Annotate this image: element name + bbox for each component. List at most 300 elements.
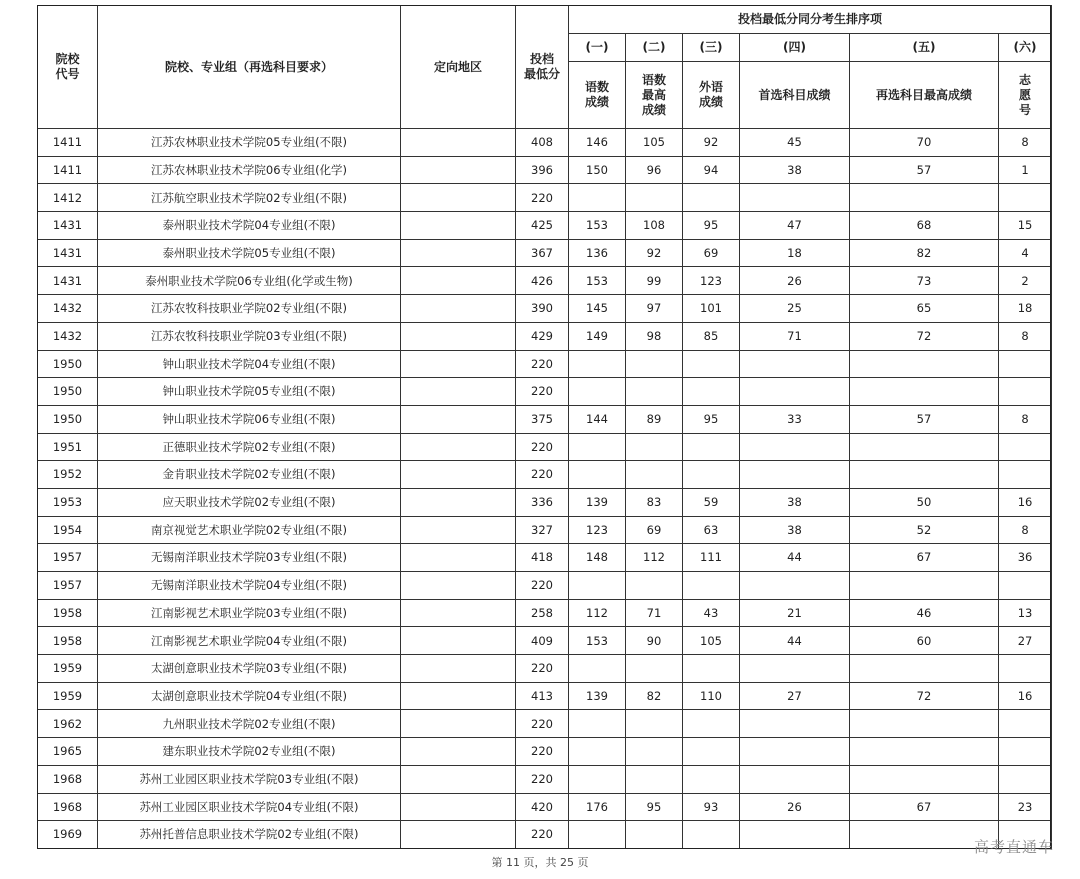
cell-first-subject: 38: [740, 488, 850, 516]
cell-first-subject: [740, 572, 850, 600]
cell-preference-number: [999, 433, 1052, 461]
cell-first-subject: 27: [740, 682, 850, 710]
cell-region: [401, 710, 516, 738]
cell-name: 苏州托普信息职业技术学院02专业组(不限): [98, 821, 401, 849]
cell-foreign-language: [683, 350, 740, 378]
cell-preference-number: 8: [999, 516, 1052, 544]
cell-chinese-math-max: 82: [626, 682, 683, 710]
cell-code: 1412: [38, 184, 98, 212]
cell-preference-number: [999, 738, 1052, 766]
cell-code: 1962: [38, 710, 98, 738]
cell-chinese-math-max: 92: [626, 239, 683, 267]
cell-first-subject: [740, 765, 850, 793]
cell-name: 无锡南洋职业技术学院03专业组(不限): [98, 544, 401, 572]
cell-first-subject: 26: [740, 267, 850, 295]
cell-chinese-math: [569, 378, 626, 406]
cell-chinese-math-max: [626, 184, 683, 212]
table-row: [38, 572, 1052, 600]
cell-name: 泰州职业技术学院05专业组(不限): [98, 239, 401, 267]
cell-region: [401, 488, 516, 516]
cell-min-score: 420: [516, 793, 569, 821]
cell-chinese-math: 123: [569, 516, 626, 544]
header-c6-line1: 志: [1019, 72, 1032, 87]
cell-chinese-math-max: 112: [626, 544, 683, 572]
cell-first-subject: 25: [740, 295, 850, 323]
cell-first-subject: 47: [740, 212, 850, 240]
cell-region: [401, 655, 516, 683]
cell-code: 1959: [38, 655, 98, 683]
cell-name: 钟山职业技术学院06专业组(不限): [98, 405, 401, 433]
cell-preference-number: [999, 655, 1052, 683]
header-c1-line1: 语数: [584, 80, 609, 94]
cell-code: 1431: [38, 239, 98, 267]
table-body: [38, 129, 1052, 849]
cell-elective-max: 68: [850, 212, 999, 240]
cell-min-score: 396: [516, 156, 569, 184]
cell-foreign-language: [683, 572, 740, 600]
cell-region: [401, 184, 516, 212]
cell-region: [401, 295, 516, 323]
table-row: [38, 267, 1052, 295]
header-min-line1: 投档: [529, 52, 554, 66]
cell-first-subject: 26: [740, 793, 850, 821]
header-c2-line1: 语数: [641, 72, 666, 87]
cell-code: 1958: [38, 627, 98, 655]
cell-min-score: 409: [516, 627, 569, 655]
table-row: [38, 129, 1052, 157]
cell-min-score: 336: [516, 488, 569, 516]
cell-preference-number: 1: [999, 156, 1052, 184]
cell-code: 1952: [38, 461, 98, 489]
cell-min-score: 425: [516, 212, 569, 240]
cell-chinese-math: [569, 572, 626, 600]
cell-elective-max: 67: [850, 544, 999, 572]
table-row: [38, 322, 1052, 350]
cell-min-score: 220: [516, 184, 569, 212]
cell-preference-number: 16: [999, 682, 1052, 710]
header-c3-line2: 成绩: [698, 95, 723, 109]
cell-elective-max: [850, 378, 999, 406]
cell-chinese-math: 150: [569, 156, 626, 184]
cell-first-subject: [740, 184, 850, 212]
cell-code: 1968: [38, 765, 98, 793]
cell-min-score: 220: [516, 350, 569, 378]
cell-name: 江苏航空职业技术学院02专业组(不限): [98, 184, 401, 212]
table-row: [38, 156, 1052, 184]
cell-elective-max: 65: [850, 295, 999, 323]
cell-preference-number: 16: [999, 488, 1052, 516]
cell-chinese-math: 153: [569, 267, 626, 295]
cell-elective-max: [850, 710, 999, 738]
cell-region: [401, 212, 516, 240]
cell-code: 1968: [38, 793, 98, 821]
table-row: [38, 184, 1052, 212]
cell-elective-max: [850, 184, 999, 212]
cell-code: 1950: [38, 378, 98, 406]
cell-first-subject: 44: [740, 627, 850, 655]
cell-chinese-math: 176: [569, 793, 626, 821]
cell-elective-max: 57: [850, 156, 999, 184]
cell-first-subject: [740, 821, 850, 849]
cell-min-score: 220: [516, 765, 569, 793]
cell-region: [401, 572, 516, 600]
cell-chinese-math: 139: [569, 488, 626, 516]
cell-region: [401, 544, 516, 572]
cell-foreign-language: 85: [683, 322, 740, 350]
cell-first-subject: 21: [740, 599, 850, 627]
cell-foreign-language: 110: [683, 682, 740, 710]
cell-chinese-math-max: [626, 461, 683, 489]
cell-min-score: 429: [516, 322, 569, 350]
cell-region: [401, 627, 516, 655]
cell-region: [401, 599, 516, 627]
cell-elective-max: [850, 738, 999, 766]
cell-region: [401, 821, 516, 849]
cell-chinese-math-max: 95: [626, 793, 683, 821]
cell-region: [401, 793, 516, 821]
header-tie-break-title: 投档最低分同分考生排序项: [569, 6, 1052, 34]
cell-region: [401, 461, 516, 489]
cell-name: 钟山职业技术学院05专业组(不限): [98, 378, 401, 406]
cell-first-subject: [740, 655, 850, 683]
cell-elective-max: [850, 572, 999, 600]
cell-name: 江南影视艺术职业学院04专业组(不限): [98, 627, 401, 655]
cell-elective-max: 73: [850, 267, 999, 295]
cell-elective-max: [850, 655, 999, 683]
header-c3-line1: 外语: [698, 80, 723, 94]
cell-foreign-language: [683, 378, 740, 406]
cell-region: [401, 156, 516, 184]
header-code: [38, 6, 98, 129]
cell-foreign-language: [683, 184, 740, 212]
cell-foreign-language: [683, 710, 740, 738]
cell-chinese-math-max: 96: [626, 156, 683, 184]
cell-chinese-math-max: [626, 710, 683, 738]
cell-first-subject: 71: [740, 322, 850, 350]
header-c2-line3: 成绩: [641, 102, 666, 117]
cell-preference-number: 8: [999, 129, 1052, 157]
cell-elective-max: 82: [850, 239, 999, 267]
cell-preference-number: [999, 572, 1052, 600]
cell-min-score: 220: [516, 572, 569, 600]
cell-chinese-math-max: 69: [626, 516, 683, 544]
cell-foreign-language: 94: [683, 156, 740, 184]
cell-name: 建东职业技术学院02专业组(不限): [98, 738, 401, 766]
cell-chinese-math: 149: [569, 322, 626, 350]
cell-chinese-math: [569, 821, 626, 849]
admission-score-table: [37, 5, 1052, 849]
cell-foreign-language: 92: [683, 129, 740, 157]
cell-preference-number: [999, 378, 1052, 406]
cell-name: 江苏农林职业技术学院05专业组(不限): [98, 129, 401, 157]
cell-preference-number: 36: [999, 544, 1052, 572]
cell-region: [401, 516, 516, 544]
header-preference-number: [999, 62, 1052, 129]
header-min-line2: 最低分: [523, 67, 560, 81]
header-chinese-math-max: [626, 62, 683, 129]
cell-name: 泰州职业技术学院06专业组(化学或生物): [98, 267, 401, 295]
cell-first-subject: [740, 433, 850, 461]
cell-region: [401, 738, 516, 766]
header-elective-max: 再选科目最高成绩: [850, 62, 999, 129]
table-row: [38, 821, 1052, 849]
cell-foreign-language: 123: [683, 267, 740, 295]
cell-chinese-math: [569, 738, 626, 766]
cell-elective-max: 52: [850, 516, 999, 544]
cell-min-score: 220: [516, 655, 569, 683]
cell-chinese-math-max: 89: [626, 405, 683, 433]
cell-name: 无锡南洋职业技术学院04专业组(不限): [98, 572, 401, 600]
cell-min-score: 390: [516, 295, 569, 323]
cell-code: 1957: [38, 544, 98, 572]
cell-preference-number: [999, 710, 1052, 738]
cell-foreign-language: 69: [683, 239, 740, 267]
cell-min-score: 220: [516, 378, 569, 406]
cell-preference-number: 2: [999, 267, 1052, 295]
header-c2-line2: 最高: [641, 87, 666, 102]
header-c1-line2: 成绩: [584, 95, 609, 109]
cell-code: 1431: [38, 267, 98, 295]
cell-code: 1957: [38, 572, 98, 600]
header-code-line1: 院校: [55, 52, 80, 66]
cell-preference-number: 8: [999, 405, 1052, 433]
cell-first-subject: 44: [740, 544, 850, 572]
cell-code: 1953: [38, 488, 98, 516]
cell-code: 1965: [38, 738, 98, 766]
cell-foreign-language: [683, 655, 740, 683]
table-row: [38, 738, 1052, 766]
cell-elective-max: 50: [850, 488, 999, 516]
cell-first-subject: 38: [740, 516, 850, 544]
cell-elective-max: [850, 461, 999, 489]
cell-preference-number: 27: [999, 627, 1052, 655]
cell-name: 金肯职业技术学院02专业组(不限): [98, 461, 401, 489]
table-row: [38, 239, 1052, 267]
cell-chinese-math-max: 99: [626, 267, 683, 295]
watermark: 高考直通车: [973, 838, 1054, 856]
cell-preference-number: [999, 765, 1052, 793]
cell-chinese-math-max: 97: [626, 295, 683, 323]
cell-first-subject: [740, 461, 850, 489]
cell-code: 1432: [38, 295, 98, 323]
cell-foreign-language: 95: [683, 212, 740, 240]
table-row: [38, 461, 1052, 489]
cell-code: 1950: [38, 405, 98, 433]
cell-elective-max: 57: [850, 405, 999, 433]
cell-code: 1411: [38, 156, 98, 184]
cell-chinese-math-max: [626, 572, 683, 600]
cell-min-score: 408: [516, 129, 569, 157]
cell-chinese-math-max: [626, 821, 683, 849]
cell-name: 正德职业技术学院02专业组(不限): [98, 433, 401, 461]
cell-elective-max: 72: [850, 682, 999, 710]
cell-elective-max: [850, 433, 999, 461]
cell-preference-number: [999, 184, 1052, 212]
table-row: [38, 710, 1052, 738]
cell-name: 九州职业技术学院02专业组(不限): [98, 710, 401, 738]
cell-region: [401, 350, 516, 378]
cell-min-score: 220: [516, 433, 569, 461]
cell-foreign-language: [683, 765, 740, 793]
cell-chinese-math-max: 71: [626, 599, 683, 627]
table-header: [38, 6, 1052, 129]
cell-code: 1951: [38, 433, 98, 461]
header-region: 定向地区: [401, 6, 516, 129]
table-row: [38, 516, 1052, 544]
header-foreign-language: [683, 62, 740, 129]
cell-name: 太湖创意职业技术学院03专业组(不限): [98, 655, 401, 683]
cell-min-score: 258: [516, 599, 569, 627]
cell-name: 江苏农牧科技职业学院02专业组(不限): [98, 295, 401, 323]
cell-region: [401, 765, 516, 793]
cell-chinese-math: 146: [569, 129, 626, 157]
cell-name: 钟山职业技术学院04专业组(不限): [98, 350, 401, 378]
cell-first-subject: 18: [740, 239, 850, 267]
cell-name: 苏州工业园区职业技术学院04专业组(不限): [98, 793, 401, 821]
cell-code: 1954: [38, 516, 98, 544]
cell-region: [401, 267, 516, 295]
cell-elective-max: [850, 350, 999, 378]
cell-chinese-math: [569, 765, 626, 793]
table-row: [38, 378, 1052, 406]
cell-first-subject: [740, 738, 850, 766]
cell-name: 江苏农牧科技职业学院03专业组(不限): [98, 322, 401, 350]
cell-preference-number: 23: [999, 793, 1052, 821]
cell-chinese-math-max: [626, 738, 683, 766]
cell-name: 泰州职业技术学院04专业组(不限): [98, 212, 401, 240]
header-code-line2: 代号: [55, 67, 80, 81]
cell-foreign-language: 59: [683, 488, 740, 516]
cell-chinese-math: 145: [569, 295, 626, 323]
cell-first-subject: [740, 378, 850, 406]
cell-name: 苏州工业园区职业技术学院03专业组(不限): [98, 765, 401, 793]
cell-foreign-language: 111: [683, 544, 740, 572]
cell-first-subject: [740, 350, 850, 378]
page-footer: 第 11 页，共 25 页: [491, 856, 589, 869]
cell-preference-number: 13: [999, 599, 1052, 627]
cell-min-score: 220: [516, 710, 569, 738]
cell-chinese-math-max: [626, 433, 683, 461]
header-sub-1: (一): [569, 34, 626, 62]
cell-min-score: 418: [516, 544, 569, 572]
cell-foreign-language: [683, 738, 740, 766]
header-chinese-math: [569, 62, 626, 129]
cell-first-subject: 45: [740, 129, 850, 157]
cell-min-score: 367: [516, 239, 569, 267]
cell-region: [401, 378, 516, 406]
cell-chinese-math: 148: [569, 544, 626, 572]
cell-min-score: 426: [516, 267, 569, 295]
table-row: [38, 682, 1052, 710]
cell-code: 1959: [38, 682, 98, 710]
header-name: 院校、专业组（再选科目要求）: [98, 6, 401, 129]
cell-region: [401, 129, 516, 157]
header-sub-3: (三): [683, 34, 740, 62]
cell-min-score: 220: [516, 821, 569, 849]
cell-region: [401, 239, 516, 267]
cell-code: 1432: [38, 322, 98, 350]
cell-chinese-math: [569, 433, 626, 461]
table-row: [38, 295, 1052, 323]
header-sub-5: (五): [850, 34, 999, 62]
cell-preference-number: [999, 350, 1052, 378]
cell-chinese-math: [569, 710, 626, 738]
cell-chinese-math: [569, 655, 626, 683]
cell-chinese-math-max: [626, 655, 683, 683]
cell-min-score: 413: [516, 682, 569, 710]
cell-elective-max: [850, 765, 999, 793]
cell-elective-max: 70: [850, 129, 999, 157]
cell-elective-max: 60: [850, 627, 999, 655]
cell-foreign-language: 101: [683, 295, 740, 323]
cell-preference-number: 8: [999, 322, 1052, 350]
cell-first-subject: 33: [740, 405, 850, 433]
cell-name: 应天职业技术学院02专业组(不限): [98, 488, 401, 516]
cell-foreign-language: 95: [683, 405, 740, 433]
cell-region: [401, 405, 516, 433]
cell-chinese-math: [569, 184, 626, 212]
cell-first-subject: 38: [740, 156, 850, 184]
cell-name: 南京视觉艺术职业学院02专业组(不限): [98, 516, 401, 544]
header-min-score: [516, 6, 569, 129]
cell-foreign-language: 43: [683, 599, 740, 627]
cell-region: [401, 682, 516, 710]
header-first-subject: 首选科目成绩: [740, 62, 850, 129]
cell-preference-number: 4: [999, 239, 1052, 267]
cell-name: 太湖创意职业技术学院04专业组(不限): [98, 682, 401, 710]
cell-chinese-math: 153: [569, 627, 626, 655]
cell-region: [401, 433, 516, 461]
table-row: [38, 655, 1052, 683]
cell-code: 1969: [38, 821, 98, 849]
table-row: [38, 544, 1052, 572]
cell-foreign-language: [683, 461, 740, 489]
table-row: [38, 765, 1052, 793]
cell-preference-number: 18: [999, 295, 1052, 323]
cell-chinese-math-max: 108: [626, 212, 683, 240]
cell-chinese-math-max: 90: [626, 627, 683, 655]
cell-chinese-math: [569, 461, 626, 489]
table-row: [38, 433, 1052, 461]
cell-chinese-math-max: 83: [626, 488, 683, 516]
cell-elective-max: 46: [850, 599, 999, 627]
cell-elective-max: 67: [850, 793, 999, 821]
table-row: [38, 350, 1052, 378]
header-c6-line2: 愿: [1019, 87, 1032, 102]
cell-foreign-language: 105: [683, 627, 740, 655]
cell-preference-number: [999, 461, 1052, 489]
cell-chinese-math: 136: [569, 239, 626, 267]
cell-name: 江苏农林职业技术学院06专业组(化学): [98, 156, 401, 184]
cell-chinese-math-max: 98: [626, 322, 683, 350]
cell-chinese-math-max: [626, 378, 683, 406]
table-row: [38, 599, 1052, 627]
cell-chinese-math: 139: [569, 682, 626, 710]
cell-chinese-math: [569, 350, 626, 378]
cell-chinese-math-max: [626, 765, 683, 793]
table-row: [38, 488, 1052, 516]
cell-foreign-language: 93: [683, 793, 740, 821]
cell-min-score: 375: [516, 405, 569, 433]
cell-chinese-math: 153: [569, 212, 626, 240]
cell-min-score: 327: [516, 516, 569, 544]
header-c6-line3: 号: [1019, 102, 1032, 117]
header-sub-2: (二): [626, 34, 683, 62]
cell-code: 1431: [38, 212, 98, 240]
cell-name: 江南影视艺术职业学院03专业组(不限): [98, 599, 401, 627]
cell-region: [401, 322, 516, 350]
cell-code: 1958: [38, 599, 98, 627]
